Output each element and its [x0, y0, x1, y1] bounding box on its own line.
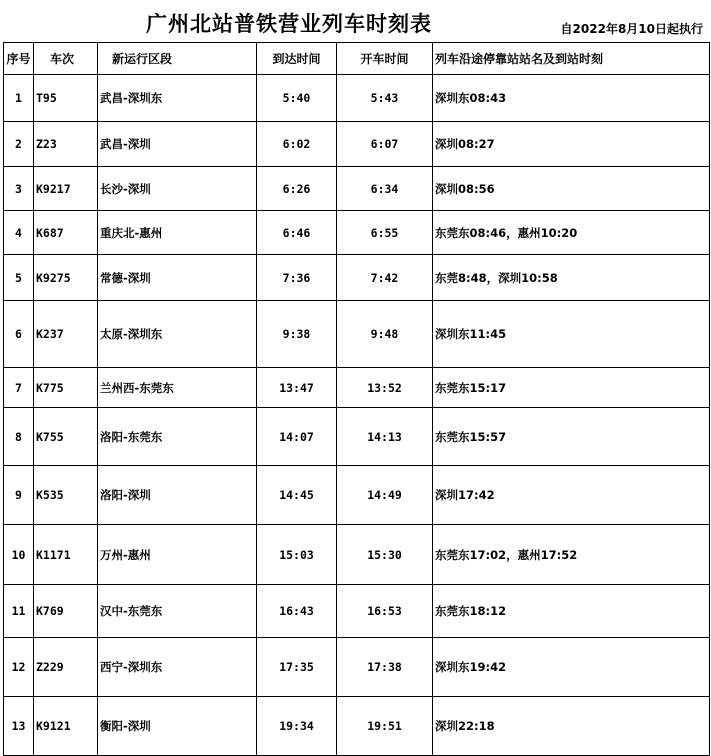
row-index: 8 [4, 408, 34, 466]
col-header-index: 序号 [4, 43, 34, 75]
train-number: K9217 [34, 167, 98, 211]
stops: 深圳东19:42 [433, 638, 710, 697]
table-row [4, 255, 710, 301]
table-row [4, 211, 710, 255]
departure-time: 7:42 [337, 255, 433, 301]
train-number: K9121 [34, 697, 98, 756]
route: 万州-惠州 [98, 525, 257, 585]
train-number: K237 [34, 301, 98, 368]
train-number: Z229 [34, 638, 98, 697]
train-number: K9275 [34, 255, 98, 301]
arrival-time: 9:38 [257, 301, 337, 368]
table-row [4, 466, 710, 525]
arrival-time: 14:07 [257, 408, 337, 466]
route: 太原-深圳东 [98, 301, 257, 368]
table-row [4, 525, 710, 585]
header-row [4, 43, 710, 75]
timetable [3, 42, 710, 756]
sheet-header [0, 0, 711, 42]
route: 长沙-深圳 [98, 167, 257, 211]
departure-time: 6:34 [337, 167, 433, 211]
arrival-time: 16:43 [257, 585, 337, 638]
stops: 东莞东15:17 [433, 368, 710, 408]
col-header-train: 车次 [34, 43, 98, 75]
train-number: Z23 [34, 122, 98, 167]
table-row [4, 408, 710, 466]
row-index: 2 [4, 122, 34, 167]
table-row [4, 638, 710, 697]
route: 汉中-东莞东 [98, 585, 257, 638]
arrival-time: 19:34 [257, 697, 337, 756]
col-header-arrival: 到达时间 [257, 43, 337, 75]
page-title: 广州北站普铁营业列车时刻表 [146, 11, 432, 36]
departure-time: 6:07 [337, 122, 433, 167]
departure-time: 19:51 [337, 697, 433, 756]
arrival-time: 17:35 [257, 638, 337, 697]
departure-time: 5:43 [337, 75, 433, 122]
departure-time: 15:30 [337, 525, 433, 585]
stops: 东莞东17:02，惠州17:52 [433, 525, 710, 585]
arrival-time: 6:46 [257, 211, 337, 255]
departure-time: 16:53 [337, 585, 433, 638]
train-number: K755 [34, 408, 98, 466]
train-number: K769 [34, 585, 98, 638]
train-number: K775 [34, 368, 98, 408]
table-row [4, 368, 710, 408]
train-number: K535 [34, 466, 98, 525]
arrival-time: 7:36 [257, 255, 337, 301]
departure-time: 9:48 [337, 301, 433, 368]
stops: 深圳东08:43 [433, 75, 710, 122]
effective-date: 自2022年8月10日起执行 [560, 22, 703, 36]
row-index: 12 [4, 638, 34, 697]
route: 洛阳-深圳 [98, 466, 257, 525]
stops: 深圳17:42 [433, 466, 710, 525]
arrival-time: 14:45 [257, 466, 337, 525]
route: 洛阳-东莞东 [98, 408, 257, 466]
arrival-time: 13:47 [257, 368, 337, 408]
route: 武昌-深圳东 [98, 75, 257, 122]
train-number: T95 [34, 75, 98, 122]
row-index: 6 [4, 301, 34, 368]
route: 衡阳-深圳 [98, 697, 257, 756]
arrival-time: 15:03 [257, 525, 337, 585]
table-row [4, 697, 710, 756]
stops: 深圳东11:45 [433, 301, 710, 368]
train-number: K1171 [34, 525, 98, 585]
table-row [4, 301, 710, 368]
col-header-departure: 开车时间 [337, 43, 433, 75]
arrival-time: 6:26 [257, 167, 337, 211]
row-index: 5 [4, 255, 34, 301]
route: 重庆北-惠州 [98, 211, 257, 255]
row-index: 13 [4, 697, 34, 756]
arrival-time: 5:40 [257, 75, 337, 122]
departure-time: 14:49 [337, 466, 433, 525]
stops: 东莞东08:46，惠州10:20 [433, 211, 710, 255]
row-index: 11 [4, 585, 34, 638]
table-row [4, 75, 710, 122]
table-row [4, 585, 710, 638]
row-index: 3 [4, 167, 34, 211]
col-header-route: 新运行区段 [98, 43, 257, 75]
arrival-time: 6:02 [257, 122, 337, 167]
table-row [4, 122, 710, 167]
col-header-stops: 列车沿途停靠站站名及到站时刻 [433, 43, 710, 75]
row-index: 10 [4, 525, 34, 585]
route: 武昌-深圳 [98, 122, 257, 167]
train-number: K687 [34, 211, 98, 255]
stops: 深圳08:27 [433, 122, 710, 167]
row-index: 9 [4, 466, 34, 525]
table-row [4, 167, 710, 211]
row-index: 4 [4, 211, 34, 255]
route: 西宁-深圳东 [98, 638, 257, 697]
stops: 东莞东15:57 [433, 408, 710, 466]
stops: 东莞8:48，深圳10:58 [433, 255, 710, 301]
departure-time: 14:13 [337, 408, 433, 466]
route: 兰州西-东莞东 [98, 368, 257, 408]
departure-time: 17:38 [337, 638, 433, 697]
departure-time: 6:55 [337, 211, 433, 255]
row-index: 7 [4, 368, 34, 408]
route: 常德-深圳 [98, 255, 257, 301]
departure-time: 13:52 [337, 368, 433, 408]
stops: 深圳22:18 [433, 697, 710, 756]
stops: 深圳08:56 [433, 167, 710, 211]
row-index: 1 [4, 75, 34, 122]
stops: 东莞东18:12 [433, 585, 710, 638]
